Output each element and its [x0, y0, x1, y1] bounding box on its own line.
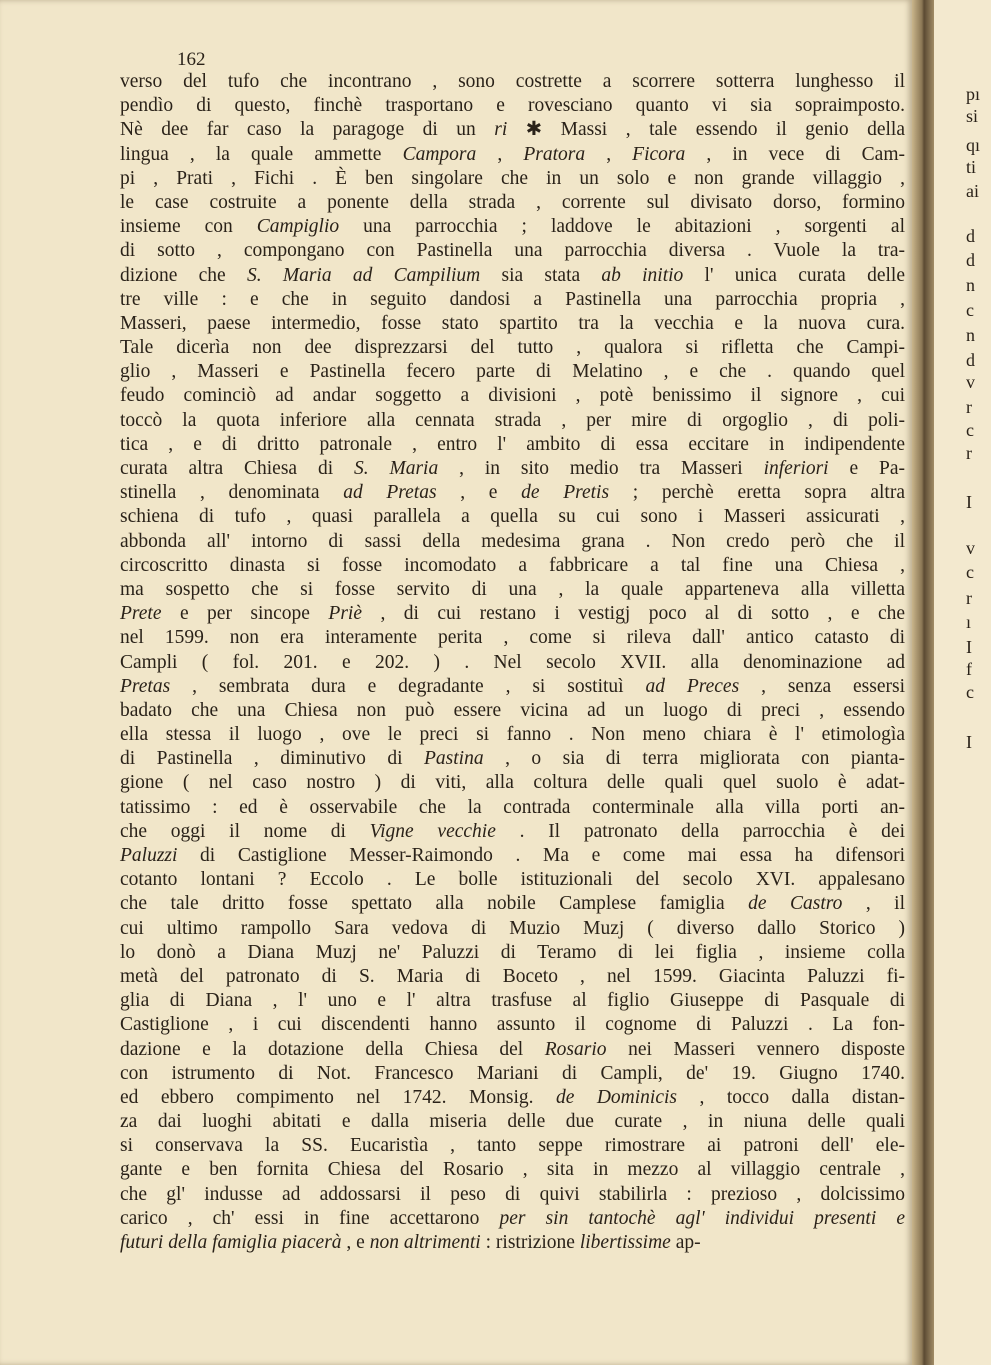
italic-segment: S. Maria [353, 458, 439, 479]
text-segment: Nè dee far caso la paragoge di un [120, 119, 495, 141]
text-segment: gione ( nel caso nostro ) di viti, alla coltura delle quali quel suolo è adat- [120, 772, 905, 794]
text-line [120, 94, 905, 118]
text-line [120, 360, 905, 384]
text-segment: glio , Masseri e Pastinella fecero parte di Melatino , e che . quando quel [120, 361, 905, 383]
text-segment: feudo cominciò ad andar soggetto a divisioni , potè benissimo il signore , cui [120, 385, 905, 407]
text-segment: pi , Prati , Fichi . È ben singolare che in un solo e non grande villaggio , [120, 167, 905, 189]
next-page-fragment: f [966, 659, 972, 679]
italic-segment: de Castro [748, 893, 843, 915]
next-page-fragment: r [966, 443, 972, 463]
italic-segment: per sin tantochè agl' individui presenti e [499, 1207, 905, 1229]
text-line [120, 602, 905, 626]
text-segment: tatissimo : ed è osservabile che la contrada conterminale alla villa porti an- [120, 796, 905, 818]
text-segment: , o sia di terra migliorata con pianta- [483, 748, 905, 770]
text-line [120, 723, 905, 747]
text-segment: e per sincope [161, 603, 329, 625]
text-segment: lingua , la quale ammette [120, 143, 403, 165]
next-page-fragment: ti [966, 157, 977, 177]
italic-segment: Paluzzi [120, 845, 178, 866]
next-page-fragment: d [966, 226, 975, 246]
text-segment: Masseri, paese intermedio, fosse stato spartito tra la vecchia e la nuova cura. [120, 312, 905, 334]
text-segment: pendìo di questo, finchè trasportano e rovesciano quanto vi sia sopraimposto. [120, 95, 905, 117]
text-line [120, 941, 905, 965]
next-page-fragment: I [966, 492, 972, 512]
text-line [120, 844, 905, 868]
text-segment: Tale dicerìa non dee disprezzarsi del tutto , qualora si rifletta che Campi- [120, 337, 905, 359]
next-page-fragment: pı [966, 84, 981, 104]
text-segment: , in vece di Cam- [685, 143, 906, 165]
italic-segment: inferiori [763, 458, 829, 479]
text-segment: abbonda all' intorno di sassi della medesima grana . Non credo però che il [120, 530, 905, 552]
next-page-fragment: r [966, 588, 972, 608]
text-segment: , e [341, 1232, 370, 1253]
text-segment: di sotto , compongano con Pastinella una parrocchia diversa . Vuole la tra- [120, 240, 905, 262]
text-segment: l' unica curata delle [683, 264, 905, 286]
text-line [120, 1183, 905, 1207]
text-segment: za dai luoghi abitati e dalla miseria delle due curate , in niuna delle quali [120, 1111, 905, 1133]
text-segment: ✱ Massi , tale essendo il genio della [507, 119, 905, 141]
next-page-fragment: c [966, 300, 974, 320]
text-line [120, 433, 905, 457]
italic-segment: ri [494, 119, 508, 141]
next-page-fragment: si [966, 106, 979, 126]
next-page-fragment: n [966, 325, 975, 345]
next-page-fragment: c [966, 682, 974, 702]
text-segment: , in sito medio tra Masseri [438, 458, 764, 479]
next-page-fragment: n [966, 275, 975, 295]
italic-segment: ab initio [601, 264, 684, 286]
text-line [120, 118, 905, 142]
text-line [120, 917, 905, 941]
text-segment: che gl' indusse ad addossarsi il peso di quivi stabilirla : prezioso , dolcissimo [120, 1183, 905, 1205]
text-line [120, 1038, 905, 1062]
text-line [120, 699, 905, 723]
italic-segment: de Dominicis [555, 1086, 678, 1108]
text-line [120, 143, 905, 167]
text-segment: le case costruite a ponente della strada , corrente sul divisato dorso, formino [120, 191, 905, 213]
text-line [120, 1013, 905, 1037]
text-segment: glia di Diana , l' uno e l' altra trasfuse al figlio Giuseppe di Pasquale di [120, 990, 905, 1012]
text-segment: verso del tufo che incontrano , sono costrette a scorrere sotterra lunghesso il [120, 71, 905, 92]
text-segment: nei Masseri vennero disposte [606, 1038, 905, 1060]
text-line [120, 191, 905, 215]
italic-segment: Prete [120, 603, 162, 625]
text-segment: badato che una Chiesa non può essere vicina ad un luogo di preci , essendo [120, 699, 905, 721]
text-segment: che tale dritto fosse spettato alla nobile Camplese famiglia [120, 893, 749, 915]
text-line [120, 409, 905, 433]
text-segment: e Pa- [828, 458, 905, 479]
text-line [120, 239, 905, 263]
text-segment: : ristrizione [480, 1232, 580, 1253]
italic-segment: non altrimenti [369, 1232, 481, 1253]
text-segment: una parrocchia ; laddove le abitazioni , sorgenti al [339, 216, 906, 238]
text-segment: Campli ( fol. 201. e 202. ) . Nel secolo XVII. alla denominazione ad [120, 651, 905, 673]
text-segment: , sembrata dura e degradante , si sostituì [170, 675, 646, 697]
next-page-fragment: c [966, 420, 974, 440]
text-line [120, 457, 905, 481]
text-segment: di Castiglione Messer-Raimondo . Ma e come mai essa ha difensori [177, 845, 905, 866]
next-page-fragment: v [966, 538, 975, 558]
text-segment: , [476, 143, 524, 165]
italic-segment: Rosario [544, 1038, 607, 1060]
text-segment: , il [842, 893, 905, 915]
text-segment: con istrumento di Not. Francesco Mariani di Campli, de' 19. Giugno 1740. [120, 1062, 905, 1084]
text-segment: schiena di tufo , quasi parallela a quella su cui sono i Masseri assicurati , [120, 506, 905, 528]
text-segment: tre ville : e che in seguito dandosi a Pastinella una parrocchia propria , [120, 288, 905, 310]
text-line [120, 384, 905, 408]
text-segment: Castiglione , i cui discendenti hanno assunto il cognome di Paluzzi . La fon- [120, 1014, 905, 1036]
text-segment: ma sospetto che si fosse servito di una , la quale apparteneva alla villetta [120, 578, 905, 600]
next-page-fragment: qı [966, 135, 981, 155]
text-segment: , [585, 143, 633, 165]
text-line [120, 675, 905, 699]
text-line [120, 771, 905, 795]
text-line [120, 215, 905, 239]
text-line [120, 651, 905, 675]
italic-segment: Ficora [632, 143, 686, 165]
text-line [120, 288, 905, 312]
text-line [120, 70, 905, 94]
body-text [120, 70, 905, 1255]
italic-segment: libertissime [579, 1232, 671, 1253]
text-line [120, 554, 905, 578]
text-segment: ella stessa il luogo , ove le preci si fanno . Non meno chiara è l' etimologìa [120, 724, 905, 746]
text-line [120, 747, 905, 771]
next-page-fragment: d [966, 350, 975, 370]
text-line [120, 167, 905, 191]
text-line [120, 892, 905, 916]
text-segment: che oggi il nome di [120, 820, 370, 842]
text-segment: nel 1599. non era interamente perita , come si rileva dall' antico catasto di [120, 627, 905, 649]
italic-segment: S. Maria ad Campilium [246, 264, 481, 286]
italic-segment: Pastina [424, 748, 484, 770]
italic-segment: futuri della famiglia piacerà [120, 1232, 342, 1253]
text-segment: circoscritto dinasta si fosse incomodato a fabbricare a tal fine una Chiesa , [120, 554, 905, 576]
text-segment: , senza essersi [739, 675, 905, 697]
text-line [120, 312, 905, 336]
text-segment: metà del patronato di S. Maria di Boceto , nel 1599. Giacinta Paluzzi fi- [120, 965, 905, 987]
page-number: 162 [177, 49, 206, 70]
italic-segment: Campora [402, 143, 477, 165]
text-line [120, 1158, 905, 1182]
text-line [120, 1062, 905, 1086]
text-line [120, 578, 905, 602]
text-line [120, 626, 905, 650]
book-gutter [912, 0, 934, 1365]
italic-segment: Campiglio [256, 216, 340, 238]
next-page-fragment: c [966, 562, 974, 582]
text-segment: , tocco dalla distan- [677, 1086, 905, 1108]
text-line [120, 965, 905, 989]
text-segment: carico , ch' essi in fine accettarono [120, 1207, 500, 1229]
text-segment: ap- [670, 1232, 701, 1253]
italic-segment: Priè [328, 603, 362, 625]
text-line [120, 336, 905, 360]
text-line [120, 1134, 905, 1158]
italic-segment: ad Pretas [343, 482, 437, 504]
text-segment: ed ebbero compimento nel 1742. Monsig. [120, 1086, 556, 1108]
italic-segment: Vigne vecchie [369, 820, 496, 842]
text-segment: toccò la quota inferiore alla cennata strada , per mire di orgoglio , di poli- [120, 409, 905, 431]
text-segment: insieme con [120, 216, 257, 238]
italic-segment: Pratora [523, 143, 586, 165]
text-line [120, 530, 905, 554]
text-line [120, 505, 905, 529]
next-page-fragment: I [966, 732, 972, 752]
text-segment: . Il patronato della parrocchia è dei [495, 820, 905, 842]
text-segment: cui ultimo rampollo Sara vedova di Muzio Muzj ( diverso dallo Storico ) [120, 917, 905, 939]
text-segment: curata altra Chiesa di [120, 458, 354, 479]
next-page-edge [934, 0, 991, 1365]
text-segment: dazione e la dotazione della Chiesa del [120, 1038, 545, 1060]
next-page-fragment: ai [966, 181, 979, 201]
text-line [120, 1207, 905, 1231]
text-segment: tica , e di dritto patronale , entro l' ambito di essa eccitare in indipendente [120, 433, 905, 455]
next-page-fragment: I [966, 637, 972, 657]
next-page-fragment: d [966, 250, 975, 270]
text-line [120, 1110, 905, 1134]
text-line [120, 796, 905, 820]
italic-segment: ad Preces [645, 675, 740, 697]
text-line [120, 264, 905, 288]
text-segment: dizione che [120, 264, 247, 286]
text-segment: si conservava la SS. Eucaristìa , tanto seppe rimostrare ai patroni dell' ele- [120, 1135, 905, 1157]
italic-segment: Pretas [120, 675, 171, 697]
text-segment: , di cui restano i vestigj poco al di sotto , e che [362, 603, 906, 625]
text-line [120, 820, 905, 844]
text-segment: sia stata [480, 264, 602, 286]
next-page-fragment: ı [966, 612, 972, 632]
text-segment: ; perchè eretta sopra altra [609, 482, 905, 504]
text-segment: stinella , denominata [120, 482, 344, 504]
next-page-fragment: v [966, 372, 975, 392]
text-line [120, 868, 905, 892]
text-segment: lo donò a Diana Muzj ne' Paluzzi di Teramo di lei figlia , insieme colla [120, 941, 905, 963]
italic-segment: de Pretis [521, 482, 610, 504]
next-page-fragment: r [966, 397, 972, 417]
text-line [120, 481, 905, 505]
text-line [120, 1231, 905, 1255]
text-segment: cotanto lontani ? Eccolo . Le bolle istituzionali del secolo XVI. appalesano [120, 869, 905, 891]
text-line [120, 1086, 905, 1110]
text-segment: di Pastinella , diminutivo di [120, 748, 424, 770]
text-line [120, 989, 905, 1013]
text-segment: gante e ben fornita Chiesa del Rosario , sita in mezzo al villaggio centrale , [120, 1159, 905, 1181]
text-segment: , e [436, 482, 522, 504]
